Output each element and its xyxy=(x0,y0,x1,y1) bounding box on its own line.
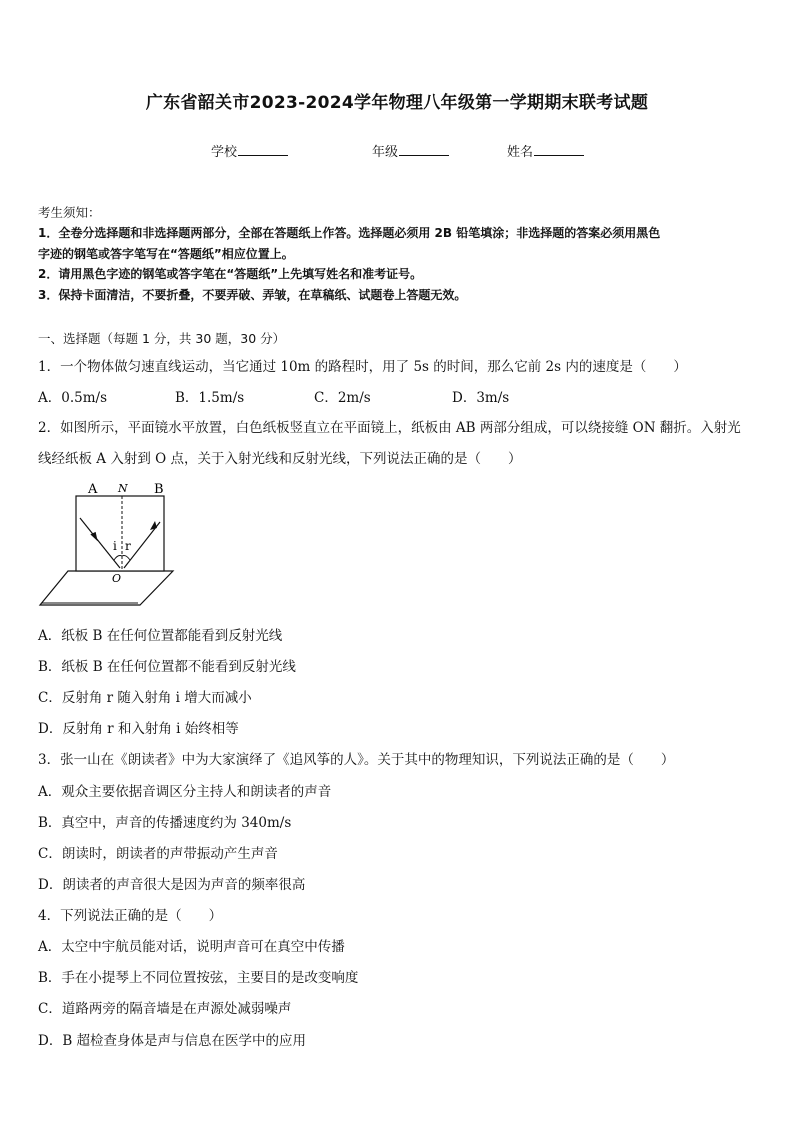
school-field xyxy=(211,141,288,160)
q1-option-a: A．0.5m/s xyxy=(38,390,107,406)
notice-item-1-cont: 字迹的钢笔或答字笔写在“答题纸”相应位置上。 xyxy=(38,247,294,261)
notice-heading: 考生须知： xyxy=(38,205,101,220)
school-blank xyxy=(238,142,288,156)
grade-field xyxy=(372,141,449,160)
q4-option-a: A．太空中宇航员能对话，说明声音可在真空中传播 xyxy=(38,939,345,955)
q3-stem: 3．张一山在《朗读者》中为大家演绎了《追风筝的人》。关于其中的物理知识，下列说法正确的是（ ） xyxy=(38,752,675,768)
q1-option-c: C．2m/s xyxy=(314,390,371,406)
mirror-diagram xyxy=(38,478,178,608)
q3-option-c: C．朗读时，朗读者的声带振动产生声音 xyxy=(38,846,278,862)
name-field xyxy=(507,141,584,160)
q2-option-b: B．纸板 B 在任何位置都不能看到反射光线 xyxy=(38,659,296,675)
label-i: i xyxy=(113,539,117,553)
grade-blank xyxy=(399,142,449,156)
q3-option-d: D．朗读者的声音很大是因为声音的频率很高 xyxy=(38,877,306,893)
exam-title: 广东省韶关市2023-2024学年物理八年级第一学期期末联考试题 xyxy=(145,93,649,113)
q4-option-b: B．手在小提琴上不同位置按弦，主要目的是改变响度 xyxy=(38,970,359,986)
q4-option-d: D．B 超检查身体是声与信息在医学中的应用 xyxy=(38,1033,307,1049)
grade-label: 年级 xyxy=(372,145,399,160)
label-a: A xyxy=(88,482,98,497)
school-label: 学校 xyxy=(211,145,238,160)
label-r: r xyxy=(125,539,131,553)
q4-option-c: C．道路两旁的隔音墙是在声源处减弱噪声 xyxy=(38,1001,292,1017)
notice-item-2: 2．请用黑色字迹的钢笔或答字笔在“答题纸”上先填写姓名和准考证号。 xyxy=(38,267,423,281)
q2-stem-line2: 线经纸板 A 入射到 O 点，关于入射光线和反射光线，下列说法正确的是（ ） xyxy=(38,451,522,467)
q2-stem-line1: 2．如图所示，平面镜水平放置，白色纸板竖直立在平面镜上，纸板由 AB 两部分组成，可以绕接缝 ON 翻折。入射光 xyxy=(38,420,741,436)
q2-option-c: C．反射角 r 随入射角 i 增大而减小 xyxy=(38,690,252,706)
q3-option-a: A．观众主要依据音调区分主持人和朗读者的声音 xyxy=(38,784,332,800)
q2-option-d: D．反射角 r 和入射角 i 始终相等 xyxy=(38,721,239,737)
q3-option-b: B．真空中，声音的传播速度约为 340m/s xyxy=(38,815,292,831)
notice-item-1: 1．全卷分选择题和非选择题两部分，全部在答题纸上作答。选择题必须用 2B 铅笔填涂；非选择题的答案必须用黑色 xyxy=(38,226,661,240)
q4-stem: 4．下列说法正确的是（ ） xyxy=(38,908,223,924)
plane-mirror xyxy=(40,571,173,605)
q1-option-d: D．3m/s xyxy=(452,390,510,406)
q1-option-b: B．1.5m/s xyxy=(175,390,245,406)
name-blank xyxy=(534,142,584,156)
label-o: O xyxy=(112,572,122,585)
q2-option-a: A．纸板 B 在任何位置都能看到反射光线 xyxy=(38,628,283,644)
name-label: 姓名 xyxy=(507,145,534,160)
label-b: B xyxy=(154,482,164,497)
notice-item-3: 3．保持卡面清洁，不要折叠，不要弄破、弄皱，在草稿纸、试题卷上答题无效。 xyxy=(38,288,467,302)
section-title: 一、选择题（每题 1 分，共 30 题，30 分） xyxy=(38,331,286,346)
q1-stem: 1．一个物体做匀速直线运动，当它通过 10m 的路程时，用了 5s 的时间，那么它前 2s 内的速度是（ ） xyxy=(38,359,687,375)
label-n: N xyxy=(118,482,128,495)
